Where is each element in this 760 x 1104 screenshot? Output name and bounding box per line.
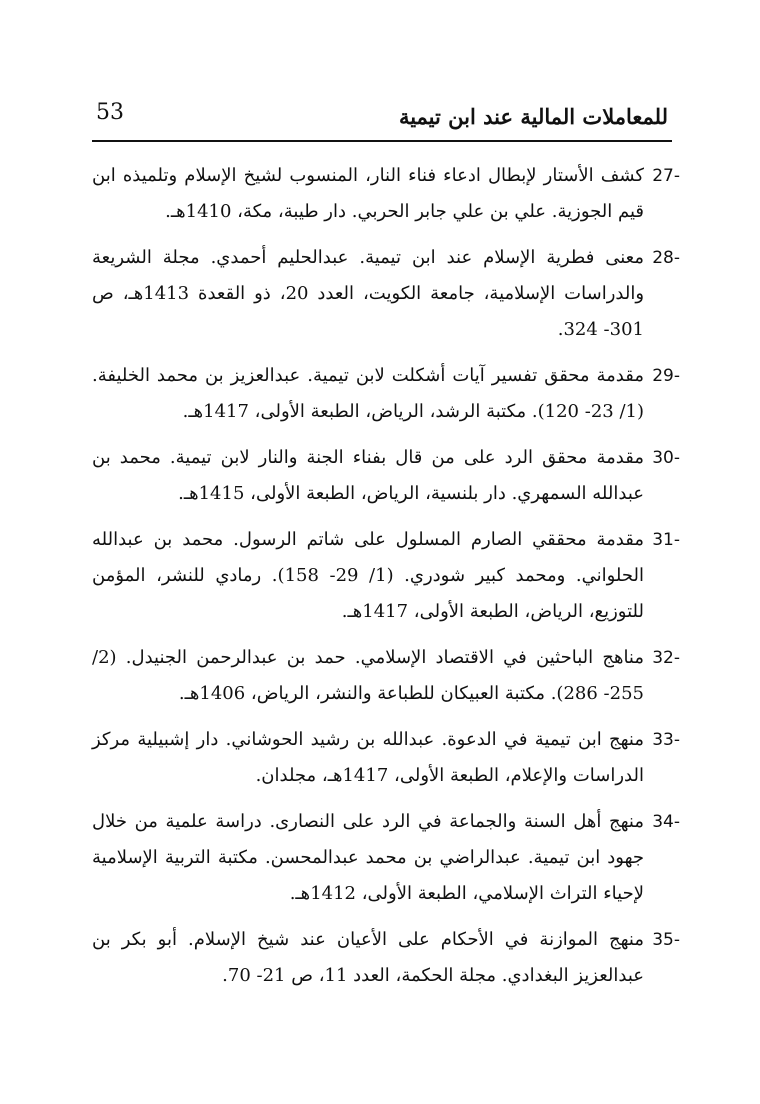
running-header [96, 96, 668, 136]
reference-text: مناهج الباحثين في الاقتصاد الإسلامي. حمد بن عبدالرحمن الجنيدل. (2/ 255- 286). مكتبة العبيكان للطباعة والنشر، الرياض، 1406هـ. [92, 647, 644, 704]
reference-item-32 [92, 640, 680, 712]
reference-text: كشف الأستار لإبطال ادعاء فناء النار، المنسوب لشيخ الإسلام وتلميذه ابن قيم الجوزية. علي بن علي جابر الحربي. دار طيبة، مكة، 1410هـ. [92, 165, 644, 222]
reference-number: 35- [652, 930, 680, 950]
reference-text: منهج أهل السنة والجماعة في الرد على النصارى. دراسة علمية من خلال جهود ابن تيمية. عبدالراضي بن محمد عبدالمحسن. مكتبة التربية الإسلامية لإحياء التراث الإسلامي، الطبعة الأولى، 1412هـ. [92, 811, 644, 904]
reference-number: 33- [652, 730, 680, 750]
reference-item-30 [92, 440, 680, 512]
reference-item-33 [92, 722, 680, 794]
reference-number: 32- [652, 648, 680, 668]
reference-item-34 [92, 804, 680, 912]
reference-item-35 [92, 922, 680, 994]
reference-text: منهج ابن تيمية في الدعوة. عبدالله بن رشيد الحوشاني. دار إشبيلية مركز الدراسات والإعلام، الطبعة الأولى، 1417هـ، مجلدان. [92, 729, 644, 786]
reference-text: مقدمة محقق الرد على من قال بفناء الجنة والنار لابن تيمية. محمد بن عبدالله السمهري. دار بلنسية، الرياض، الطبعة الأولى، 1415هـ. [92, 447, 644, 504]
reference-item-29 [92, 358, 680, 430]
header-title: للمعاملات المالية عند ابن تيمية [398, 104, 668, 129]
reference-text: معنى فطرية الإسلام عند ابن تيمية. عبدالحليم أحمدي. مجلة الشريعة والدراسات الإسلامية، جامعة الكويت، العدد 20، ذو القعدة 1413هـ، ص 301- 324. [92, 247, 645, 340]
reference-item-27 [92, 158, 680, 230]
reference-text: مقدمة محقق تفسير آيات أشكلت لابن تيمية. عبدالعزيز بن محمد الخليفة. (1/ 23- 120). مكتبة الرشد، الرياض، الطبعة الأولى، 1417هـ. [92, 365, 644, 422]
reference-number: 27- [652, 166, 680, 186]
reference-item-28 [92, 240, 680, 348]
reference-number: 30- [652, 448, 680, 468]
reference-item-31 [92, 522, 680, 630]
header-divider [92, 140, 672, 142]
reference-list [92, 158, 680, 1004]
reference-text: منهج الموازنة في الأحكام على الأعيان عند شيخ الإسلام. أبو بكر بن عبدالعزيز البغدادي. مجلة الحكمة، العدد 11، ص 21- 70. [92, 929, 644, 986]
reference-text: مقدمة محققي الصارم المسلول على شاتم الرسول. محمد بن عبدالله الحلواني. ومحمد كبير شودري. (1/ 29- 158). رمادي للنشر، المؤمن للتوزيع، الرياض، الطبعة الأولى، 1417هـ. [92, 529, 644, 622]
page-number: 53 [96, 100, 124, 125]
reference-number: 31- [652, 530, 680, 550]
reference-number: 34- [652, 812, 680, 832]
reference-number: 29- [652, 366, 680, 386]
reference-number: 28- [652, 248, 680, 268]
